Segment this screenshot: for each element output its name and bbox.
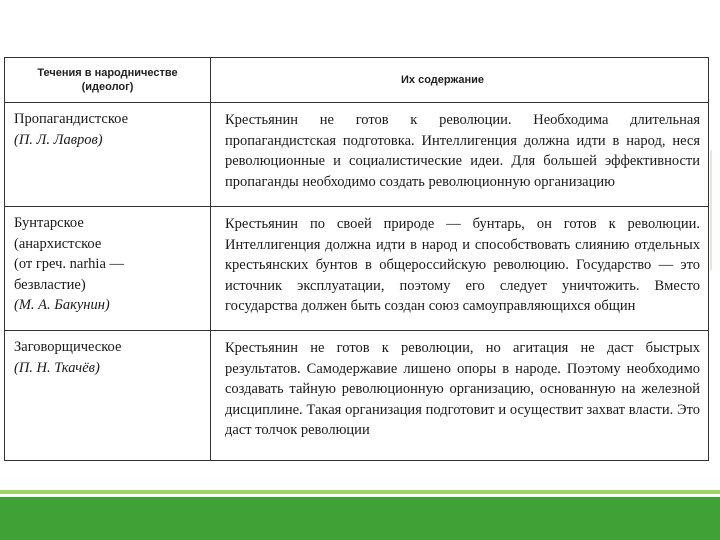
current-note-line: (анархистское xyxy=(14,235,102,252)
content-cell: Крестьянин не готов к революции. Необходима длительная пропагандистская подготовка. Интеллигенция должна идти в народ, неся революционные и социалистические идеи. Для большей эффективности пропаганды необходимо создать революционную организацию xyxy=(211,103,709,207)
header-currents-line2: (идеолог) xyxy=(81,81,134,93)
ideologist-name: (П. Н. Ткачёв) xyxy=(14,359,100,376)
current-name: Пропагандистское xyxy=(14,111,129,127)
current-cell xyxy=(5,331,211,461)
current-cell xyxy=(5,207,211,331)
header-currents-line1: Течения в народничестве xyxy=(37,67,178,79)
header-currents xyxy=(5,58,211,103)
ideologist-name: (М. А. Бакунин) xyxy=(14,297,110,313)
current-cell xyxy=(5,103,211,207)
header-content: Их содержание xyxy=(211,58,709,103)
ideologist-name: (П. Л. Лавров) xyxy=(14,131,103,148)
table-header-row xyxy=(5,58,709,103)
populism-currents-table xyxy=(4,57,709,461)
table-row xyxy=(5,331,709,461)
current-note-line: безвластие) xyxy=(14,276,86,293)
current-name: Бунтарское xyxy=(14,215,84,231)
content-cell: Крестьянин по своей природе — бунтарь, он готов к революции. Интеллигенция должна идти в народ и способствовать слиянию отдельных крестьянских бунтов в общероссийскую революцию. Государство — это источник эксплуатации, поэтому его следует уничтожить. Вместо государства должен быть создан союз самоуправляющихся общин xyxy=(211,207,709,331)
current-note-line: (от греч. narhia — xyxy=(14,256,125,272)
current-name: Заговорщическое xyxy=(14,339,122,355)
populism-table-container xyxy=(4,57,708,461)
right-edge-accent xyxy=(710,150,712,270)
table-row xyxy=(5,207,709,331)
table-row xyxy=(5,103,709,207)
content-cell: Крестьянин не готов к революции, но агитация не даст быстрых результатов. Самодержавие лишено опоры в народе. Поэтому необходимо создавать тайную революционную организацию, основанную на железной дисциплине. Такая организация подготовит и осуществит захват власти. Это даст толчок революции xyxy=(211,331,709,461)
footer-light-stripe xyxy=(0,490,720,494)
footer-green-bar xyxy=(0,497,720,540)
